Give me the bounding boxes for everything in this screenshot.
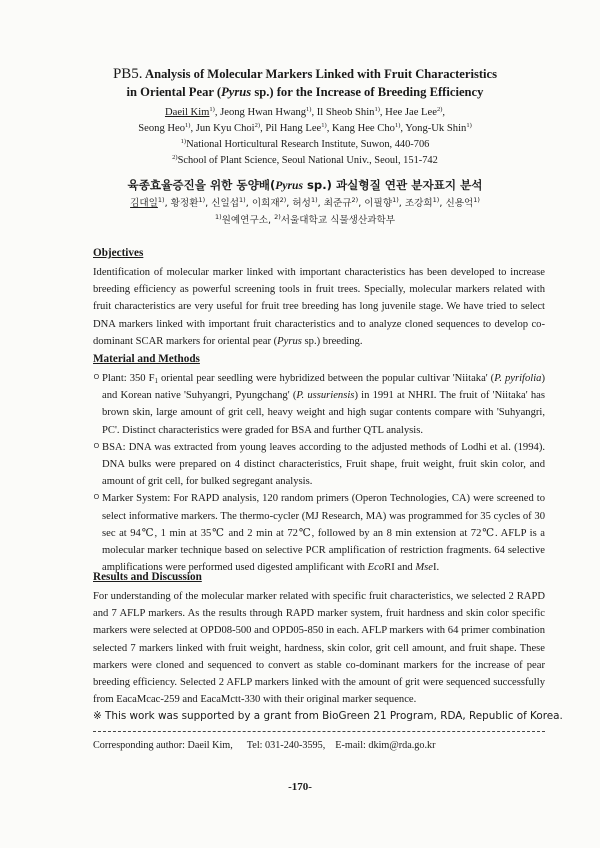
author-sup: 2)	[351, 196, 359, 204]
affil-sup: 1)	[180, 138, 187, 145]
korean-author: , 신일섭	[205, 198, 240, 209]
author: , Yong-Uk Shin	[400, 123, 467, 134]
method-marker-item	[93, 490, 545, 576]
author-sup: 1)	[432, 196, 440, 204]
author-sup: 1)	[466, 122, 472, 129]
korean-author: , 허성	[286, 198, 311, 209]
author-sup: 2)	[279, 196, 287, 204]
results-heading: Results and Discussion	[93, 571, 202, 583]
author-sup: 1)	[157, 196, 165, 204]
author-sup: 2)	[436, 106, 443, 113]
title-genus: Pyrus	[221, 85, 252, 99]
corresponding-author	[93, 738, 545, 754]
author-sup: 1)	[321, 122, 327, 129]
marker-text: RI and	[384, 562, 416, 574]
author: Seong Heo	[138, 123, 186, 134]
author-sup: 1)	[310, 196, 318, 204]
affiliation-2	[70, 153, 540, 169]
korean-title-a: 육종효율증진을 위한 동양배(	[127, 178, 276, 192]
author-sup: 1)	[473, 196, 480, 204]
marker-text: Marker System: For RAPD analysis, 120 random primers (Operon Technologies, CA) were screened to select informative markers. The thermo-cycler (MJ Research, MA) was programmed for 35 cycles of 30 sec at 94℃, 1 min at 35℃ and 2 min at 72℃, followed by an 8 min extension at 72℃. AFLP is a molecular marker technique based on selective PCR amplification of restriction fragments. 64 selective amplifications were performed used digested amplificant with	[102, 493, 545, 574]
korean-title	[90, 176, 520, 195]
affil-text: National Horticultural Research Institute, Suwon, 440-706	[186, 139, 430, 150]
corresp-email: E-mail: dkim@rda.go.kr	[335, 740, 436, 751]
objectives-section	[93, 246, 545, 350]
korean-affil: 서울대학교 식물생산과학부	[280, 215, 396, 226]
acknowledgement: ※ This work was supported by a grant from BioGreen 21 Program, RDA, Republic of Korea.	[93, 710, 563, 722]
objectives-heading: Objectives	[93, 247, 144, 259]
korean-authors	[90, 195, 520, 212]
affil-sup: 2)	[274, 213, 281, 221]
dashed-divider	[93, 731, 545, 732]
author-sup: 1)	[209, 106, 215, 113]
plant-text: Plant: 350 F	[102, 373, 155, 384]
korean-author: , 조강희	[398, 198, 433, 209]
korean-author: , 이희재	[245, 198, 280, 209]
bullet-icon: ㅇ	[92, 441, 101, 452]
title-text-2a: in Oriental Pear (	[126, 85, 222, 99]
abstract-code: PB5.	[112, 66, 143, 82]
objectives-text-end: sp.) breeding.	[301, 335, 363, 347]
author-line-2	[70, 121, 540, 137]
bullet-icon: ㅇ	[92, 493, 101, 504]
title-text-2b: sp.) for the Increase of Breeding Efficiency	[251, 85, 484, 99]
plant-text: oriental pear seedling were hybridized between the popular cultivar 'Niitaka' (	[158, 373, 495, 384]
marker-text: I.	[432, 562, 440, 574]
genus-italic: Pyrus	[277, 335, 302, 347]
author: , Il Sheob Shin	[311, 107, 375, 118]
korean-author: , 최준규	[317, 198, 352, 209]
method-plant-item	[93, 370, 545, 439]
author-separator: ,	[442, 107, 446, 118]
affil-sup: 1)	[214, 213, 222, 221]
author: , Kang Hee Cho	[326, 123, 395, 134]
methods-heading: Material and Methods	[93, 353, 200, 365]
method-bsa-item	[93, 439, 545, 491]
plant-subscript: 1	[154, 377, 158, 385]
objectives-paragraph	[93, 264, 545, 350]
author: , Jeong Hwan Hwang	[214, 107, 307, 118]
page-number: -170-	[288, 781, 312, 793]
enzyme-italic: Eco	[367, 562, 385, 574]
results-paragraph: For understanding of the molecular marker related with specific fruit characteristics, we selected 2 RAPD and 7 AFLP markers. As the results through RAPD marker system, fruit hardness and skin color specific markers were selected at OPD08-500 and OPD05-850 in each. AFLP markers with 64 primer combination selected 7 markers linked with fruit weight, hardness, skin color, grit cell amount, and fruit shape. These markers were cloned and sequenced to convert as stable co-dominant markers for the increase of pear breeding efficiency. Selected 2 AFLP markers linked with the amount of grit were sequenced successfully from EacaMcac-259 and EacaMctt-330 with their original marker sequence.	[93, 591, 545, 706]
plant-text: ) in 1991 at NHRI. The fruit of 'Niitaka' has brown skin, large amount of grit cell, heavy weight and high sugar contents compare with 'Suhyangri, PC'. Distinct characteristics were graded for BSA and further QTL analysis.	[102, 390, 545, 436]
korean-lead-author: 김대일	[130, 198, 158, 209]
korean-affil: 원예연구소,	[221, 215, 275, 226]
species-italic: P. ussuriensis	[296, 390, 355, 402]
title-text-1: Analysis of Molecular Markers Linked with Fruit Characteristics	[145, 67, 498, 81]
bullet-icon: ㅇ	[92, 373, 101, 383]
paper-title-line-2	[70, 83, 540, 101]
author: , Hee Jae Lee	[379, 107, 437, 118]
corresp-label: Corresponding author: Daeil Kim,	[93, 740, 233, 751]
plant-text: ) and Korean native 'Suhyangri, Pyungchang' (	[102, 373, 545, 402]
author: , Jun Kyu Choi	[190, 123, 255, 134]
affil-sup: 2)	[172, 154, 178, 161]
author-sup: 1)	[374, 106, 380, 113]
author-sup: 1)	[198, 196, 206, 204]
author: , Pil Hang Lee	[260, 123, 322, 134]
results-section	[93, 570, 545, 708]
author-sup: 1)	[239, 196, 246, 204]
bsa-text: BSA: DNA was extracted from young leaves according to the adjusted methods of Lodhi et al. (1994). DNA bulks were prepared on 4 distinct characteristics, Fruit shape, fruit weight, fruit skin color, and amount of grit cell, for bulked segregant analysis.	[102, 441, 545, 488]
korean-author: , 이필향	[358, 198, 393, 209]
enzyme-italic: Mse	[415, 562, 433, 574]
author-sup: 1)	[394, 122, 401, 129]
korean-affiliations	[90, 212, 520, 229]
affil-text: School of Plant Science, Seoul National Univ., Seoul, 151-742	[177, 155, 438, 166]
corresp-tel: Tel: 031-240-3595,	[246, 740, 326, 751]
korean-title-block	[90, 176, 520, 229]
species-italic: P. pyrifolia	[494, 373, 542, 384]
lead-author: Daeil Kim	[164, 107, 210, 118]
methods-section	[93, 352, 545, 576]
objectives-text: Identification of molecular marker linked with important characteristics has been developed to increase breeding efficiency as powerful screening tools in fruit trees. Specially, molecular markers related with fruit characteristics are very useful for fruit tree breeding has long juvenile stage. We have tried to select DNA markers linked with important fruit characteristics and to analyze cloned sequences to develop co-dominant SCAR markers for oriental pear (	[93, 267, 545, 347]
korean-title-genus: Pyrus	[275, 179, 303, 192]
title-block	[70, 66, 540, 169]
author-line-1	[70, 105, 540, 121]
korean-title-b: sp.) 과실형질 연관 분자표지 분석	[303, 178, 483, 192]
paper-title-line-1	[70, 66, 540, 83]
author-sup: 2)	[254, 122, 261, 129]
author-sup: 1)	[306, 106, 312, 113]
korean-author: , 신용억	[439, 198, 474, 209]
author-sup: 1)	[185, 122, 191, 129]
korean-author: , 황정환	[164, 198, 199, 209]
author-sup: 1)	[392, 196, 399, 204]
affiliation-1	[70, 137, 540, 153]
